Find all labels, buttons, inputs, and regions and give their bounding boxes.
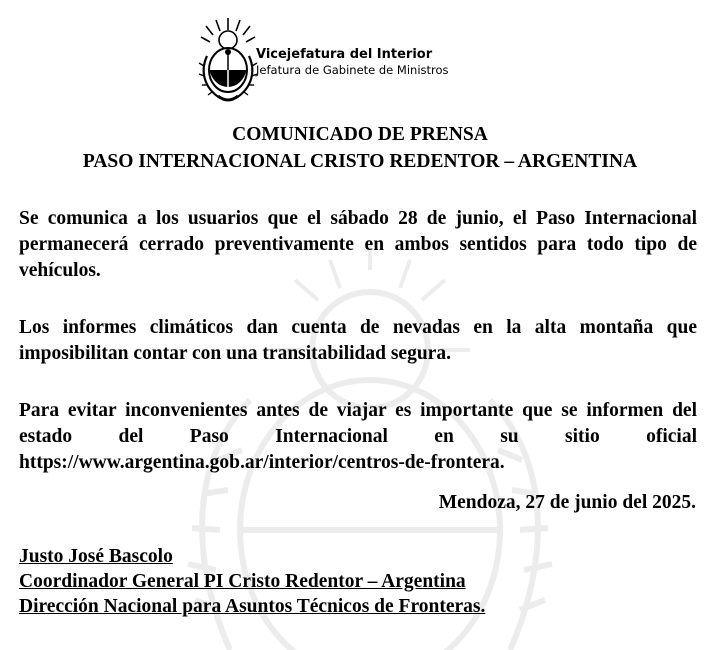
agency-name: Vicejefatura del Interior [256, 47, 433, 62]
document-title: COMUNICADO DE PRENSA [232, 124, 488, 145]
paragraph-closure-notice: Se comunica a los usuarios que el sábado 28 de junio, el Paso Internacional permanecerá cerrado preventivamente en ambos sentidos para todo tipo de vehículos. [19, 208, 697, 281]
agency-parent: Jefatura de Gabinete de Ministros [256, 63, 449, 77]
signature-block [19, 544, 485, 619]
paragraph-info-recommendation: Para evitar inconvenientes antes de viajar es importante que se informen del estado del Paso Internacional en su sitio oficial https://www.argentina.gob.ar/interior/centros-de-frontera. [19, 400, 697, 473]
coat-of-arms-icon [198, 16, 258, 104]
place-date: Mendoza, 27 de junio del 2025. [438, 492, 696, 513]
agency-block [256, 46, 449, 78]
signatory-role: Coordinador General PI Cristo Redentor – Argentina [19, 571, 466, 592]
paragraph-weather-report: Los informes climáticos dan cuenta de nevadas en la alta montaña que imposibilitan contar con una transitabilidad segura. [19, 317, 697, 364]
document-subtitle: PASO INTERNACIONAL CRISTO REDENTOR – ARGENTINA [82, 151, 638, 172]
signatory-name: Justo José Bascolo [19, 546, 173, 567]
signatory-office: Dirección Nacional para Asuntos Técnicos de Fronteras. [19, 596, 486, 617]
